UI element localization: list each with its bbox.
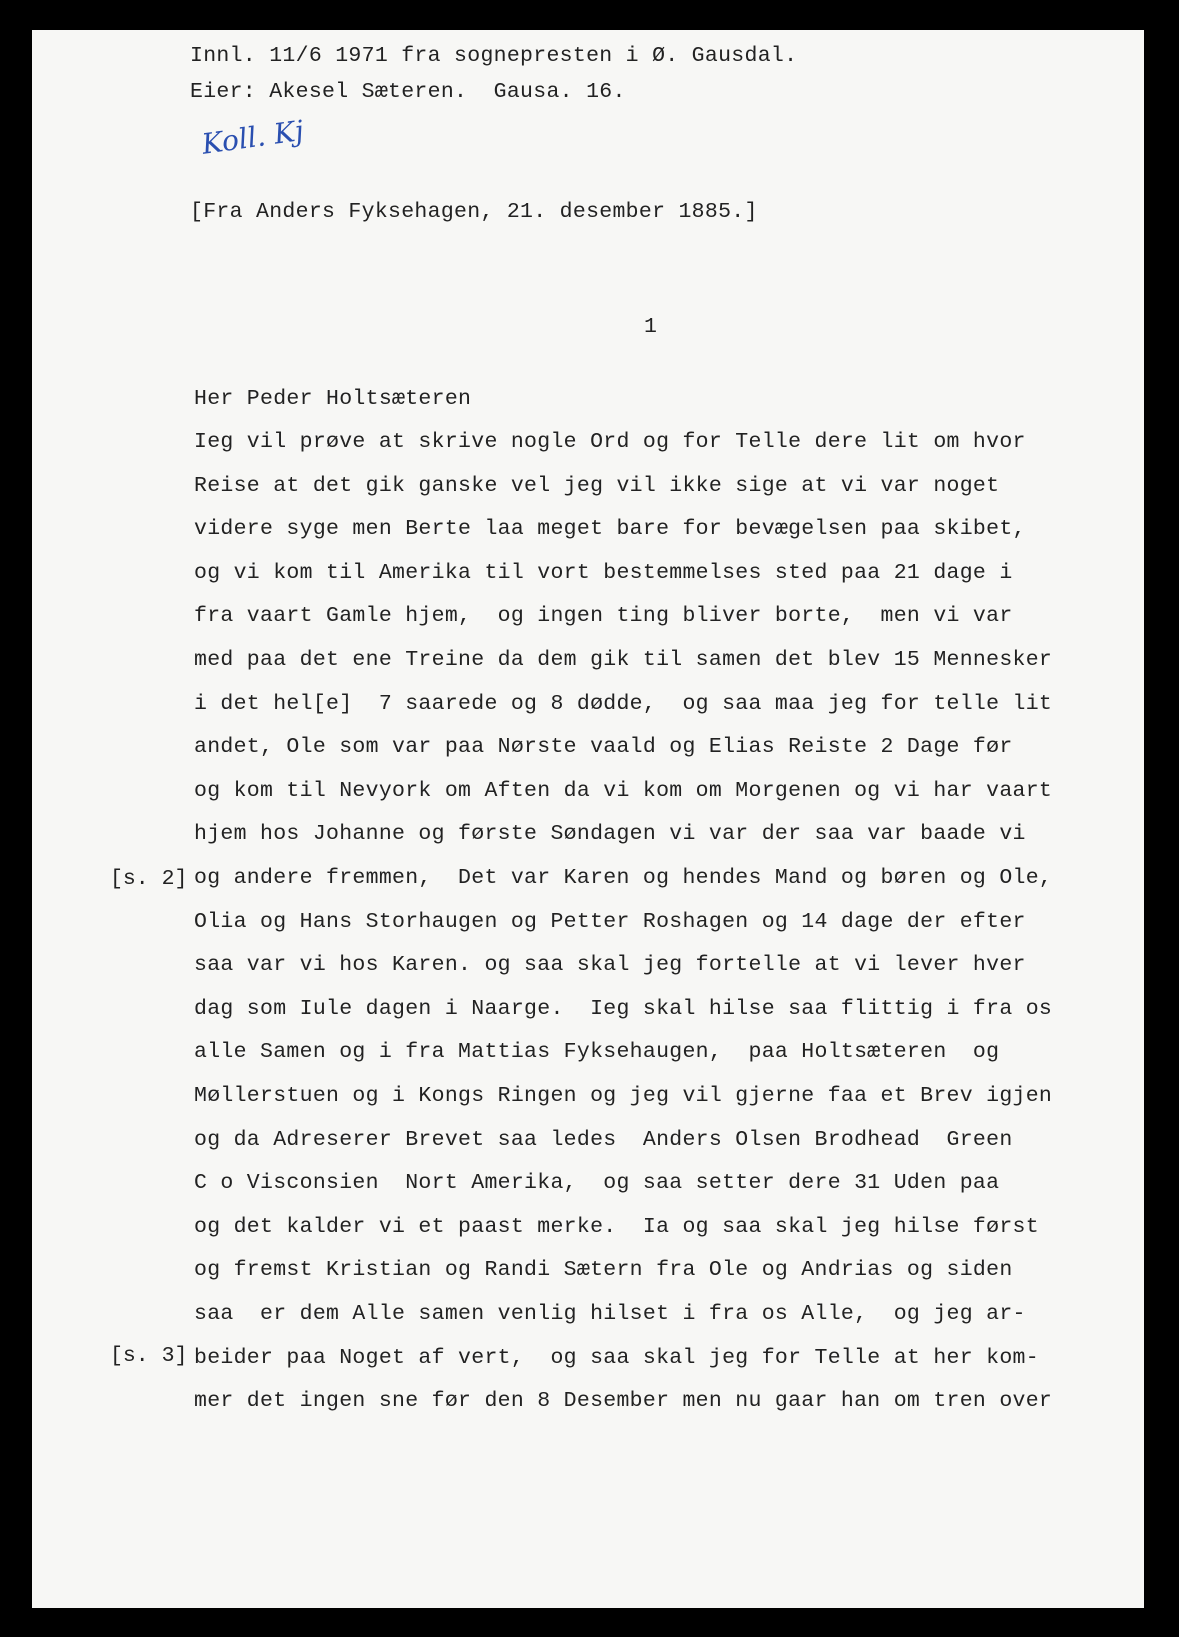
body-line: dag som Iule dagen i Naarge. Ieg skal hilse saa flittig i fra os xyxy=(194,996,1053,1021)
body-line: og det kalder vi et paast merke. Ia og saa skal jeg hilse først xyxy=(194,1214,1039,1239)
body-line: og da Adreserer Brevet saa ledes Anders Olsen Brodhead Green xyxy=(194,1127,1013,1152)
body-line: og andere fremmen, Det var Karen og hendes Mand og børen og Ole, xyxy=(194,866,1053,890)
header-line-2: Eier: Akesel Sæteren. Gausa. 16. xyxy=(190,80,626,104)
body-line: saa er dem Alle samen venlig hilset i fra os Alle, og jeg ar- xyxy=(194,1302,1026,1326)
document-page xyxy=(32,30,1144,1608)
header-line-1: Innl. 11/6 1971 fra sognepresten i Ø. Gausdal. xyxy=(190,44,798,68)
body-line: Ieg vil prøve at skrive nogle Ord og for Telle dere lit om hvor xyxy=(194,430,1026,454)
page-number: 1 xyxy=(644,315,657,339)
body-line: andet, Ole som var paa Nørste vaald og Elias Reiste 2 Dage før xyxy=(194,735,1013,760)
body-line: videre syge men Berte laa meget bare for bevægelsen paa skibet, xyxy=(194,517,1026,542)
margin-note-page-2: [s. 2] xyxy=(110,867,188,891)
body-line: og vi kom til Amerika til vort bestemmelses sted paa 21 dage i xyxy=(194,560,1013,585)
body-line: hjem hos Johanne og første Søndagen vi var der saa var baade vi xyxy=(194,822,1026,847)
salutation: Her Peder Holtsæteren xyxy=(194,387,472,411)
body-line: Møllerstuen og i Kongs Ringen og jeg vil gjerne faa et Brev igjen xyxy=(194,1084,1053,1108)
handwritten-annotation: Koll. Kj xyxy=(199,113,306,161)
body-line: alle Samen og i fra Mattias Fyksehaugen, paa Holtsæteren og xyxy=(194,1040,1000,1065)
body-line: beider paa Noget af vert, og saa skal jeg for Telle at her kom- xyxy=(194,1345,1039,1370)
body-line: og fremst Kristian og Randi Sætern fra Ole og Andrias og siden xyxy=(194,1258,1013,1283)
body-line: saa var vi hos Karen. og saa skal jeg fortelle at vi lever hver xyxy=(194,953,1026,978)
body-line: i det hel[e] 7 saarede og 8 dødde, og saa maa jeg for telle lit xyxy=(194,691,1053,716)
body-line: med paa det ene Treine da dem gik til samen det blev 15 Mennesker xyxy=(194,648,1053,672)
body-line: Olia og Hans Storhaugen og Petter Roshagen og 14 dage der efter xyxy=(194,909,1026,934)
body-line: og kom til Nevyork om Aften da vi kom om Morgenen og vi har vaart xyxy=(194,778,1053,803)
margin-note-page-3: [s. 3] xyxy=(110,1344,188,1368)
body-line: fra vaart Gamle hjem, og ingen ting bliver borte, men vi var xyxy=(194,604,1013,629)
letter-title: [Fra Anders Fyksehagen, 21. desember 1885.] xyxy=(190,200,758,224)
body-line: Reise at det gik ganske vel jeg vil ikke sige at vi var noget xyxy=(194,473,1000,498)
body-line: C o Visconsien Nort Amerika, og saa setter dere 31 Uden paa xyxy=(194,1171,1000,1196)
body-line: mer det ingen sne før den 8 Desember men nu gaar han om tren over xyxy=(194,1389,1053,1414)
